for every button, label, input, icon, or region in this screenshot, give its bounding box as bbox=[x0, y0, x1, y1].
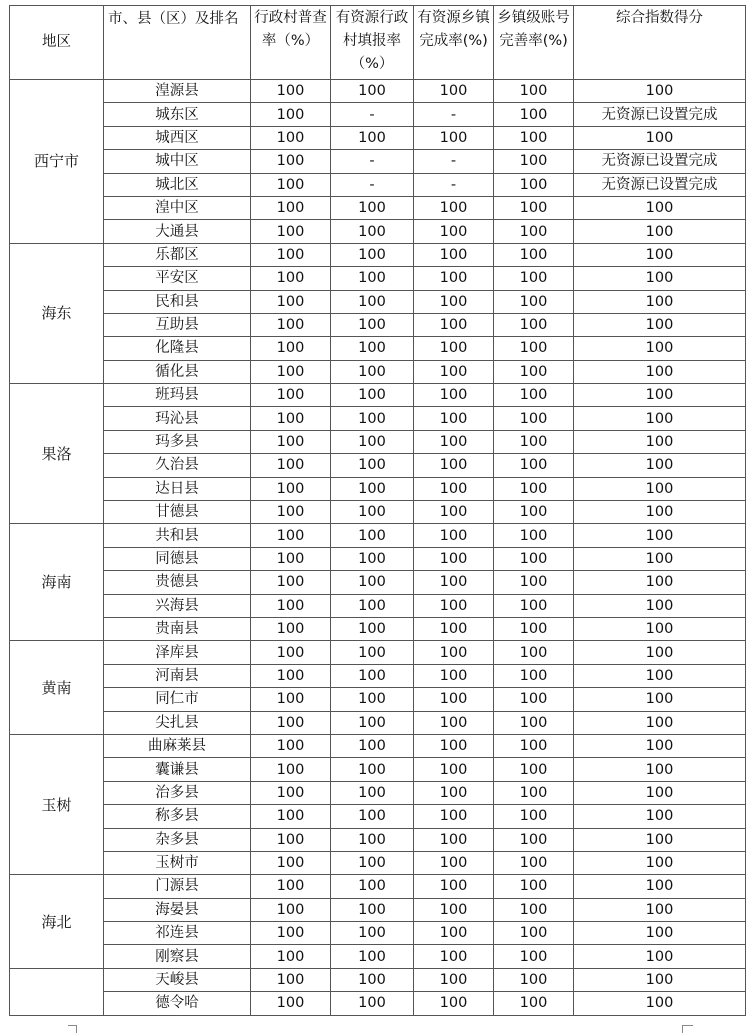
village-report-rate-cell: 100 bbox=[331, 875, 414, 898]
township-account-rate-cell: 100 bbox=[494, 641, 574, 664]
region-cell: 海东 bbox=[10, 243, 104, 383]
village-report-rate-cell: 100 bbox=[331, 992, 414, 1015]
village-report-rate-cell: 100 bbox=[331, 898, 414, 921]
county-name-cell: 同德县 bbox=[104, 547, 251, 570]
table-row bbox=[10, 781, 746, 804]
county-name-cell: 祁连县 bbox=[104, 922, 251, 945]
table-row bbox=[10, 875, 746, 898]
village-report-rate-cell: - bbox=[331, 173, 414, 196]
county-name-cell: 湟中区 bbox=[104, 196, 251, 219]
township-completion-rate-cell: 100 bbox=[414, 898, 494, 921]
village-report-rate-cell: 100 bbox=[331, 922, 414, 945]
composite-score-cell: 100 bbox=[574, 196, 746, 219]
composite-score-cell: 100 bbox=[574, 267, 746, 290]
county-name-cell: 德令哈 bbox=[104, 992, 251, 1015]
table-row bbox=[10, 688, 746, 711]
region-cell: 海南 bbox=[10, 524, 104, 641]
village-survey-rate-cell: 100 bbox=[251, 313, 331, 336]
header-county: 市、县（区）及排名 bbox=[104, 6, 251, 80]
township-completion-rate-cell: 100 bbox=[414, 477, 494, 500]
table-row bbox=[10, 243, 746, 266]
composite-score-cell: 100 bbox=[574, 454, 746, 477]
village-report-rate-cell: 100 bbox=[331, 828, 414, 851]
composite-score-cell: 100 bbox=[574, 337, 746, 360]
composite-score-cell: 100 bbox=[574, 688, 746, 711]
village-report-rate-cell: - bbox=[331, 103, 414, 126]
village-survey-rate-cell: 100 bbox=[251, 407, 331, 430]
township-completion-rate-cell: 100 bbox=[414, 828, 494, 851]
village-report-rate-cell: 100 bbox=[331, 220, 414, 243]
composite-score-cell: 100 bbox=[574, 664, 746, 687]
township-account-rate-cell: 100 bbox=[494, 430, 574, 453]
village-survey-rate-cell: 100 bbox=[251, 501, 331, 524]
county-name-cell: 囊谦县 bbox=[104, 758, 251, 781]
township-account-rate-cell: 100 bbox=[494, 571, 574, 594]
table-body bbox=[10, 80, 746, 1016]
composite-score-cell: 无资源已设置完成 bbox=[574, 173, 746, 196]
composite-score-cell: 100 bbox=[574, 501, 746, 524]
township-account-rate-cell: 100 bbox=[494, 688, 574, 711]
county-name-cell: 甘德县 bbox=[104, 501, 251, 524]
township-completion-rate-cell: 100 bbox=[414, 875, 494, 898]
table-row bbox=[10, 617, 746, 640]
township-account-rate-cell: 100 bbox=[494, 454, 574, 477]
table-row bbox=[10, 524, 746, 547]
township-account-rate-cell: 100 bbox=[494, 407, 574, 430]
village-survey-rate-cell: 100 bbox=[251, 126, 331, 149]
township-completion-rate-cell: 100 bbox=[414, 992, 494, 1015]
table-row bbox=[10, 220, 746, 243]
village-survey-rate-cell: 100 bbox=[251, 360, 331, 383]
table-row bbox=[10, 968, 746, 991]
region-cell: 果洛 bbox=[10, 384, 104, 524]
village-survey-rate-cell: 100 bbox=[251, 290, 331, 313]
village-report-rate-cell: 100 bbox=[331, 547, 414, 570]
township-completion-rate-cell: 100 bbox=[414, 664, 494, 687]
village-survey-rate-cell: 100 bbox=[251, 968, 331, 991]
village-survey-rate-cell: 100 bbox=[251, 547, 331, 570]
composite-score-cell: 100 bbox=[574, 781, 746, 804]
township-account-rate-cell: 100 bbox=[494, 945, 574, 968]
township-completion-rate-cell: - bbox=[414, 173, 494, 196]
township-completion-rate-cell: 100 bbox=[414, 454, 494, 477]
table-row bbox=[10, 313, 746, 336]
township-account-rate-cell: 100 bbox=[494, 360, 574, 383]
township-completion-rate-cell: 100 bbox=[414, 220, 494, 243]
region-cell: 西宁市 bbox=[10, 80, 104, 244]
village-survey-rate-cell: 100 bbox=[251, 196, 331, 219]
table-row bbox=[10, 641, 746, 664]
township-account-rate-cell: 100 bbox=[494, 220, 574, 243]
village-report-rate-cell: 100 bbox=[331, 594, 414, 617]
township-completion-rate-cell: 100 bbox=[414, 196, 494, 219]
composite-score-cell: 无资源已设置完成 bbox=[574, 103, 746, 126]
table-row bbox=[10, 126, 746, 149]
table-row bbox=[10, 150, 746, 173]
table-row bbox=[10, 290, 746, 313]
table-row bbox=[10, 430, 746, 453]
township-completion-rate-cell: 100 bbox=[414, 126, 494, 149]
village-survey-rate-cell: 100 bbox=[251, 805, 331, 828]
township-completion-rate-cell: 100 bbox=[414, 617, 494, 640]
county-name-cell: 玉树市 bbox=[104, 851, 251, 874]
composite-score-cell: 100 bbox=[574, 875, 746, 898]
county-name-cell: 乐都区 bbox=[104, 243, 251, 266]
county-name-cell: 兴海县 bbox=[104, 594, 251, 617]
composite-score-cell: 100 bbox=[574, 313, 746, 336]
composite-score-cell: 100 bbox=[574, 968, 746, 991]
composite-score-cell: 100 bbox=[574, 571, 746, 594]
township-completion-rate-cell: 100 bbox=[414, 758, 494, 781]
village-report-rate-cell: 100 bbox=[331, 968, 414, 991]
region-cell bbox=[10, 968, 104, 1015]
composite-score-cell: 100 bbox=[574, 243, 746, 266]
village-survey-rate-cell: 100 bbox=[251, 711, 331, 734]
township-completion-rate-cell: 100 bbox=[414, 313, 494, 336]
composite-score-cell: 无资源已设置完成 bbox=[574, 150, 746, 173]
township-account-rate-cell: 100 bbox=[494, 758, 574, 781]
county-name-cell: 城东区 bbox=[104, 103, 251, 126]
township-completion-rate-cell: 100 bbox=[414, 337, 494, 360]
table-row bbox=[10, 571, 746, 594]
composite-score-cell: 100 bbox=[574, 641, 746, 664]
village-survey-rate-cell: 100 bbox=[251, 734, 331, 757]
village-survey-rate-cell: 100 bbox=[251, 641, 331, 664]
table-row bbox=[10, 360, 746, 383]
village-survey-rate-cell: 100 bbox=[251, 337, 331, 360]
township-completion-rate-cell: 100 bbox=[414, 267, 494, 290]
township-completion-rate-cell: 100 bbox=[414, 734, 494, 757]
county-name-cell: 玛沁县 bbox=[104, 407, 251, 430]
village-survey-rate-cell: 100 bbox=[251, 875, 331, 898]
table-row bbox=[10, 734, 746, 757]
township-completion-rate-cell: 100 bbox=[414, 524, 494, 547]
county-name-cell: 城中区 bbox=[104, 150, 251, 173]
header-region: 地区 bbox=[10, 6, 104, 80]
statistics-table bbox=[9, 5, 746, 1016]
county-name-cell: 海晏县 bbox=[104, 898, 251, 921]
township-account-rate-cell: 100 bbox=[494, 150, 574, 173]
village-survey-rate-cell: 100 bbox=[251, 477, 331, 500]
township-completion-rate-cell: 100 bbox=[414, 594, 494, 617]
village-survey-rate-cell: 100 bbox=[251, 173, 331, 196]
table-row bbox=[10, 407, 746, 430]
village-survey-rate-cell: 100 bbox=[251, 617, 331, 640]
township-completion-rate-cell: 100 bbox=[414, 384, 494, 407]
village-survey-rate-cell: 100 bbox=[251, 571, 331, 594]
county-name-cell: 平安区 bbox=[104, 267, 251, 290]
county-name-cell: 杂多县 bbox=[104, 828, 251, 851]
composite-score-cell: 100 bbox=[574, 290, 746, 313]
county-name-cell: 民和县 bbox=[104, 290, 251, 313]
township-completion-rate-cell: - bbox=[414, 103, 494, 126]
table-row bbox=[10, 196, 746, 219]
table-row bbox=[10, 664, 746, 687]
village-report-rate-cell: 100 bbox=[331, 267, 414, 290]
composite-score-cell: 100 bbox=[574, 547, 746, 570]
township-completion-rate-cell: 100 bbox=[414, 501, 494, 524]
village-report-rate-cell: 100 bbox=[331, 501, 414, 524]
village-survey-rate-cell: 100 bbox=[251, 945, 331, 968]
county-name-cell: 天峻县 bbox=[104, 968, 251, 991]
village-report-rate-cell: 100 bbox=[331, 243, 414, 266]
village-survey-rate-cell: 100 bbox=[251, 430, 331, 453]
composite-score-cell: 100 bbox=[574, 734, 746, 757]
township-completion-rate-cell: 100 bbox=[414, 571, 494, 594]
village-report-rate-cell: 100 bbox=[331, 617, 414, 640]
township-completion-rate-cell: 100 bbox=[414, 641, 494, 664]
township-completion-rate-cell: 100 bbox=[414, 968, 494, 991]
county-name-cell: 刚察县 bbox=[104, 945, 251, 968]
county-name-cell: 河南县 bbox=[104, 664, 251, 687]
township-account-rate-cell: 100 bbox=[494, 477, 574, 500]
township-completion-rate-cell: 100 bbox=[414, 781, 494, 804]
township-account-rate-cell: 100 bbox=[494, 547, 574, 570]
village-report-rate-cell: 100 bbox=[331, 711, 414, 734]
county-name-cell: 泽库县 bbox=[104, 641, 251, 664]
township-account-rate-cell: 100 bbox=[494, 524, 574, 547]
township-account-rate-cell: 100 bbox=[494, 851, 574, 874]
table-row bbox=[10, 477, 746, 500]
township-account-rate-cell: 100 bbox=[494, 243, 574, 266]
composite-score-cell: 100 bbox=[574, 80, 746, 103]
township-account-rate-cell: 100 bbox=[494, 968, 574, 991]
township-completion-rate-cell: - bbox=[414, 150, 494, 173]
village-survey-rate-cell: 100 bbox=[251, 384, 331, 407]
village-survey-rate-cell: 100 bbox=[251, 454, 331, 477]
composite-score-cell: 100 bbox=[574, 805, 746, 828]
composite-score-cell: 100 bbox=[574, 594, 746, 617]
composite-score-cell: 100 bbox=[574, 126, 746, 149]
township-account-rate-cell: 100 bbox=[494, 898, 574, 921]
township-account-rate-cell: 100 bbox=[494, 337, 574, 360]
village-survey-rate-cell: 100 bbox=[251, 267, 331, 290]
village-survey-rate-cell: 100 bbox=[251, 524, 331, 547]
township-completion-rate-cell: 100 bbox=[414, 80, 494, 103]
composite-score-cell: 100 bbox=[574, 430, 746, 453]
county-name-cell: 贵南县 bbox=[104, 617, 251, 640]
township-account-rate-cell: 100 bbox=[494, 173, 574, 196]
township-account-rate-cell: 100 bbox=[494, 781, 574, 804]
township-account-rate-cell: 100 bbox=[494, 290, 574, 313]
village-report-rate-cell: - bbox=[331, 150, 414, 173]
county-name-cell: 达日县 bbox=[104, 477, 251, 500]
village-survey-rate-cell: 100 bbox=[251, 103, 331, 126]
village-survey-rate-cell: 100 bbox=[251, 664, 331, 687]
village-report-rate-cell: 100 bbox=[331, 851, 414, 874]
composite-score-cell: 100 bbox=[574, 758, 746, 781]
village-survey-rate-cell: 100 bbox=[251, 781, 331, 804]
township-completion-rate-cell: 100 bbox=[414, 688, 494, 711]
village-report-rate-cell: 100 bbox=[331, 126, 414, 149]
table-row bbox=[10, 80, 746, 103]
county-name-cell: 称多县 bbox=[104, 805, 251, 828]
township-account-rate-cell: 100 bbox=[494, 501, 574, 524]
table-row bbox=[10, 898, 746, 921]
region-cell: 黄南 bbox=[10, 641, 104, 735]
village-report-rate-cell: 100 bbox=[331, 571, 414, 594]
village-report-rate-cell: 100 bbox=[331, 664, 414, 687]
composite-score-cell: 100 bbox=[574, 220, 746, 243]
village-report-rate-cell: 100 bbox=[331, 337, 414, 360]
county-name-cell: 循化县 bbox=[104, 360, 251, 383]
header-township-completion-rate: 有资源乡镇完成率(%) bbox=[414, 6, 494, 80]
composite-score-cell: 100 bbox=[574, 407, 746, 430]
composite-score-cell: 100 bbox=[574, 617, 746, 640]
region-cell: 玉树 bbox=[10, 734, 104, 874]
composite-score-cell: 100 bbox=[574, 851, 746, 874]
county-name-cell: 共和县 bbox=[104, 524, 251, 547]
county-name-cell: 互助县 bbox=[104, 313, 251, 336]
village-report-rate-cell: 100 bbox=[331, 758, 414, 781]
composite-score-cell: 100 bbox=[574, 384, 746, 407]
township-completion-rate-cell: 100 bbox=[414, 243, 494, 266]
township-account-rate-cell: 100 bbox=[494, 734, 574, 757]
village-survey-rate-cell: 100 bbox=[251, 898, 331, 921]
composite-score-cell: 100 bbox=[574, 711, 746, 734]
county-name-cell: 曲麻莱县 bbox=[104, 734, 251, 757]
township-completion-rate-cell: 100 bbox=[414, 360, 494, 383]
county-name-cell: 同仁市 bbox=[104, 688, 251, 711]
header-composite-score: 综合指数得分 bbox=[574, 6, 746, 80]
township-completion-rate-cell: 100 bbox=[414, 711, 494, 734]
composite-score-cell: 100 bbox=[574, 360, 746, 383]
township-account-rate-cell: 100 bbox=[494, 267, 574, 290]
region-cell: 海北 bbox=[10, 875, 104, 969]
village-survey-rate-cell: 100 bbox=[251, 851, 331, 874]
composite-score-cell: 100 bbox=[574, 992, 746, 1015]
township-account-rate-cell: 100 bbox=[494, 805, 574, 828]
village-survey-rate-cell: 100 bbox=[251, 150, 331, 173]
table-row bbox=[10, 805, 746, 828]
village-survey-rate-cell: 100 bbox=[251, 758, 331, 781]
table-row bbox=[10, 267, 746, 290]
village-report-rate-cell: 100 bbox=[331, 945, 414, 968]
village-report-rate-cell: 100 bbox=[331, 313, 414, 336]
village-report-rate-cell: 100 bbox=[331, 524, 414, 547]
table-row bbox=[10, 454, 746, 477]
header-village-report-rate: 有资源行政村填报率（%） bbox=[331, 6, 414, 80]
village-report-rate-cell: 100 bbox=[331, 290, 414, 313]
county-name-cell: 玛多县 bbox=[104, 430, 251, 453]
village-report-rate-cell: 100 bbox=[331, 407, 414, 430]
composite-score-cell: 100 bbox=[574, 477, 746, 500]
village-survey-rate-cell: 100 bbox=[251, 688, 331, 711]
table-row bbox=[10, 103, 746, 126]
township-account-rate-cell: 100 bbox=[494, 922, 574, 945]
village-report-rate-cell: 100 bbox=[331, 384, 414, 407]
township-account-rate-cell: 100 bbox=[494, 313, 574, 336]
village-survey-rate-cell: 100 bbox=[251, 243, 331, 266]
county-name-cell: 久治县 bbox=[104, 454, 251, 477]
village-report-rate-cell: 100 bbox=[331, 734, 414, 757]
village-report-rate-cell: 100 bbox=[331, 430, 414, 453]
township-account-rate-cell: 100 bbox=[494, 196, 574, 219]
table-row bbox=[10, 384, 746, 407]
county-name-cell: 化隆县 bbox=[104, 337, 251, 360]
village-report-rate-cell: 100 bbox=[331, 688, 414, 711]
township-completion-rate-cell: 100 bbox=[414, 547, 494, 570]
township-account-rate-cell: 100 bbox=[494, 664, 574, 687]
township-account-rate-cell: 100 bbox=[494, 617, 574, 640]
table-row bbox=[10, 711, 746, 734]
village-survey-rate-cell: 100 bbox=[251, 594, 331, 617]
composite-score-cell: 100 bbox=[574, 945, 746, 968]
township-account-rate-cell: 100 bbox=[494, 875, 574, 898]
village-report-rate-cell: 100 bbox=[331, 641, 414, 664]
township-account-rate-cell: 100 bbox=[494, 103, 574, 126]
village-survey-rate-cell: 100 bbox=[251, 992, 331, 1015]
township-account-rate-cell: 100 bbox=[494, 711, 574, 734]
village-report-rate-cell: 100 bbox=[331, 805, 414, 828]
table-header bbox=[10, 6, 746, 80]
village-report-rate-cell: 100 bbox=[331, 781, 414, 804]
composite-score-cell: 100 bbox=[574, 524, 746, 547]
township-account-rate-cell: 100 bbox=[494, 828, 574, 851]
table-row bbox=[10, 337, 746, 360]
township-completion-rate-cell: 100 bbox=[414, 430, 494, 453]
township-account-rate-cell: 100 bbox=[494, 384, 574, 407]
header-village-survey-rate: 行政村普查率（%） bbox=[251, 6, 331, 80]
table-row bbox=[10, 851, 746, 874]
village-survey-rate-cell: 100 bbox=[251, 922, 331, 945]
county-name-cell: 贵德县 bbox=[104, 571, 251, 594]
township-completion-rate-cell: 100 bbox=[414, 945, 494, 968]
village-survey-rate-cell: 100 bbox=[251, 220, 331, 243]
village-report-rate-cell: 100 bbox=[331, 477, 414, 500]
table-row bbox=[10, 945, 746, 968]
village-report-rate-cell: 100 bbox=[331, 454, 414, 477]
header-township-account-rate: 乡镇级账号完善率(%) bbox=[494, 6, 574, 80]
composite-score-cell: 100 bbox=[574, 898, 746, 921]
table-row bbox=[10, 594, 746, 617]
township-account-rate-cell: 100 bbox=[494, 992, 574, 1015]
county-name-cell: 湟源县 bbox=[104, 80, 251, 103]
village-survey-rate-cell: 100 bbox=[251, 80, 331, 103]
county-name-cell: 治多县 bbox=[104, 781, 251, 804]
township-completion-rate-cell: 100 bbox=[414, 805, 494, 828]
village-report-rate-cell: 100 bbox=[331, 196, 414, 219]
township-completion-rate-cell: 100 bbox=[414, 922, 494, 945]
village-report-rate-cell: 100 bbox=[331, 360, 414, 383]
table-row bbox=[10, 758, 746, 781]
township-account-rate-cell: 100 bbox=[494, 80, 574, 103]
township-completion-rate-cell: 100 bbox=[414, 407, 494, 430]
table-row bbox=[10, 501, 746, 524]
county-name-cell: 门源县 bbox=[104, 875, 251, 898]
table-row bbox=[10, 173, 746, 196]
county-name-cell: 城西区 bbox=[104, 126, 251, 149]
village-survey-rate-cell: 100 bbox=[251, 828, 331, 851]
township-completion-rate-cell: 100 bbox=[414, 290, 494, 313]
table-row bbox=[10, 992, 746, 1015]
county-name-cell: 班玛县 bbox=[104, 384, 251, 407]
table-row bbox=[10, 828, 746, 851]
table-row bbox=[10, 922, 746, 945]
township-completion-rate-cell: 100 bbox=[414, 851, 494, 874]
township-account-rate-cell: 100 bbox=[494, 126, 574, 149]
composite-score-cell: 100 bbox=[574, 922, 746, 945]
table-row bbox=[10, 547, 746, 570]
county-name-cell: 尖扎县 bbox=[104, 711, 251, 734]
village-report-rate-cell: 100 bbox=[331, 80, 414, 103]
county-name-cell: 城北区 bbox=[104, 173, 251, 196]
composite-score-cell: 100 bbox=[574, 828, 746, 851]
township-account-rate-cell: 100 bbox=[494, 594, 574, 617]
county-name-cell: 大通县 bbox=[104, 220, 251, 243]
